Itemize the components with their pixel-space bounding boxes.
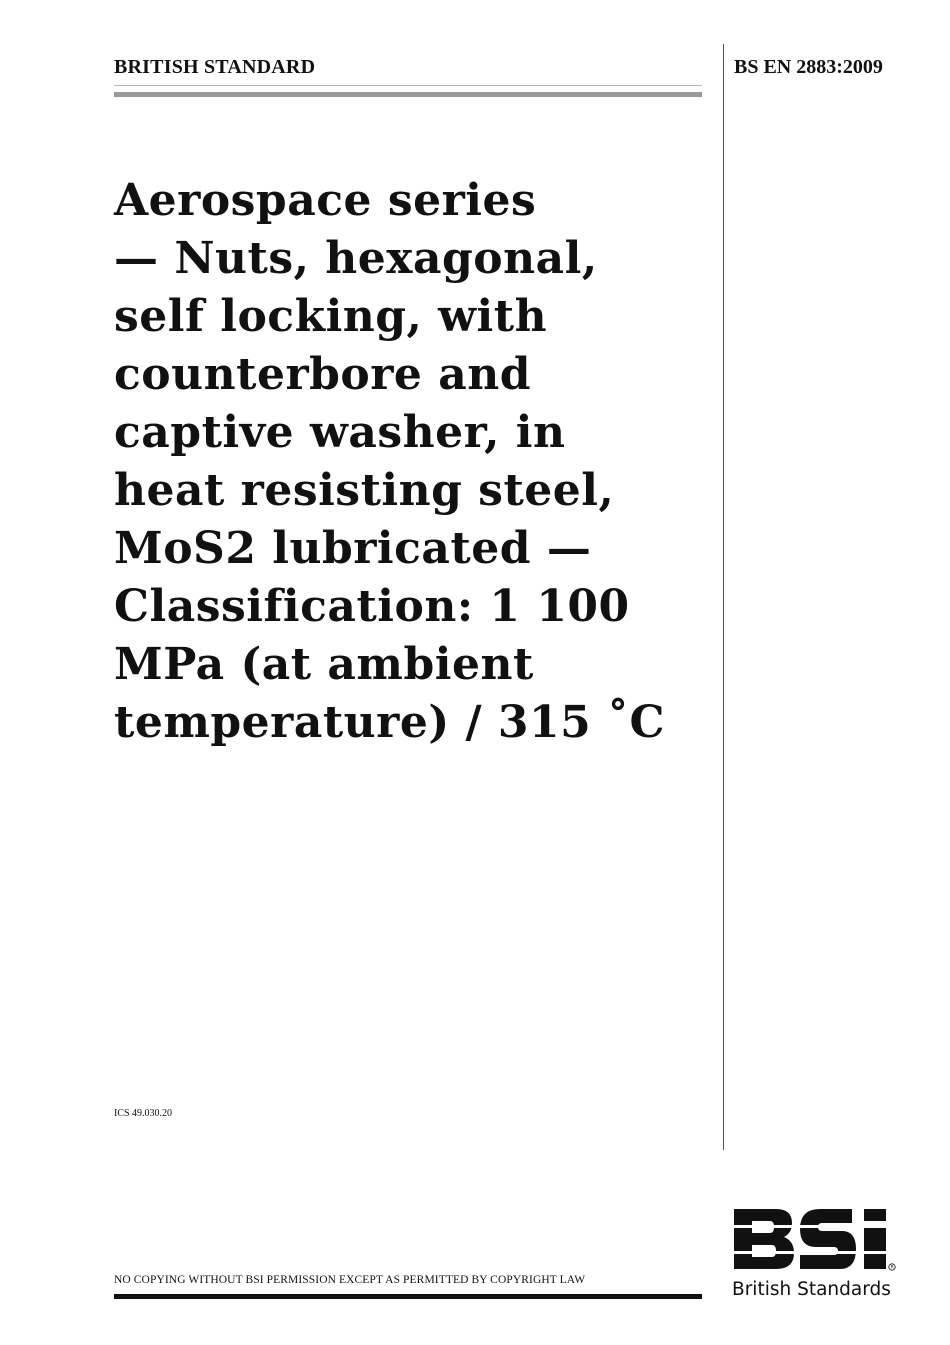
- header-divider-thick: [114, 92, 702, 97]
- header-divider-thin: [114, 85, 702, 86]
- title-line: heat resisting steel,: [114, 465, 615, 516]
- title-line: counterbore and: [114, 349, 531, 400]
- svg-text:R: R: [890, 1265, 894, 1271]
- title-line: Classification: 1 100: [114, 581, 630, 632]
- ics-code: ICS 49.030.20: [114, 1108, 173, 1119]
- title-line: temperature) / 315 ˚C: [114, 697, 666, 748]
- title-line: MoS2 lubricated —: [114, 523, 592, 574]
- copyright-notice: NO COPYING WITHOUT BSI PERMISSION EXCEPT AS PERMITTED BY COPYRIGHT LAW: [114, 1274, 586, 1286]
- logo-caption: British Standards: [732, 1279, 891, 1300]
- bsi-logo: [732, 1205, 896, 1305]
- title-line: — Nuts, hexagonal,: [114, 233, 598, 284]
- bsi-logo-icon: [732, 1205, 896, 1275]
- document-title: [114, 172, 714, 752]
- header-label: BRITISH STANDARD: [114, 56, 316, 78]
- standard-number: BS EN 2883:2009: [734, 56, 883, 78]
- title-line: Aerospace series: [114, 175, 537, 226]
- title-line: captive washer, in: [114, 407, 566, 458]
- footer-divider: [114, 1294, 702, 1299]
- title-line: MPa (at ambient: [114, 639, 534, 690]
- title-line: self locking, with: [114, 291, 548, 342]
- vertical-divider: [723, 44, 724, 1150]
